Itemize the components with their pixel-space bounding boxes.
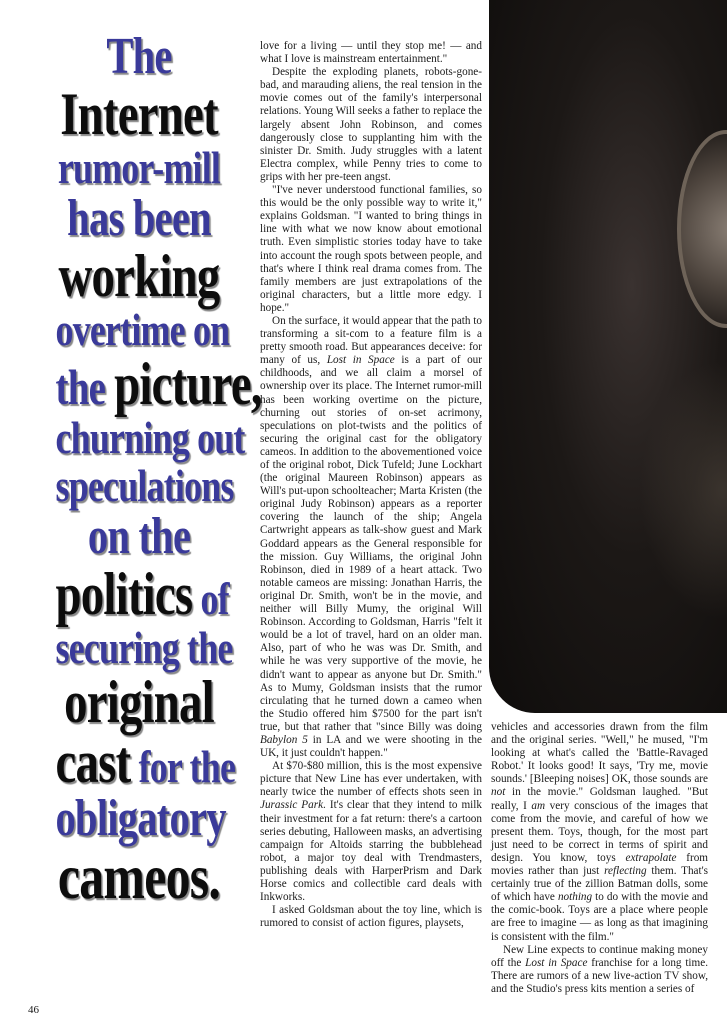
italic-title: not <box>491 786 506 799</box>
pull-quote-word: of <box>192 573 229 624</box>
text-run: New Line expects to continue making money off the <box>491 943 708 969</box>
film-still-photo <box>489 0 727 713</box>
text-run: is a part of our childhoods, and we all claim a morsel of ownership over its place. The Internet rumor-mill has been working overtime on the picture, churning out stories of on-set acrimony, speculations on plot-twists and the politics of securing the original cast for the obligatory cameos. In addition to the abovementioned voice of the original robot, Dick Tufeld; June Lockhart (the original Maureen Robinson) appears as Will's put-upon schoolteacher; Marta Kristen (the original Judy Robinson) appears as a reporter covering the launch of the ship; Angela Cartwright appears as talk-show guest and Mark Goddard appears as the General responsible for the mission. Guy Williams, the original John Robinson, died in 1989 of a heart attack. Two notable cameos are missing: Jonathan Harris, the original Dr. Smith, won't be in the movie, and neither will Billy Mumy, the original Will Robinson. According to Goldsman, Harris "felt it would be a lot of travel, hard on an older man. Also, part of who he was was Dr. Smith, and while he was very supportive of the movie, he didn't want to appear as anyone but Dr. Smith." As to Mumy, Goldsman insists that the rumor circulating that he turned down a cameo when the Studio offered him $7500 for the part isn't true, but that rather that "since Billy was doing <box>260 354 482 733</box>
pull-quote-line <box>55 561 229 627</box>
article-paragraph <box>260 760 482 904</box>
text-run: in the movie." Goldsman laughed. "But really, I <box>491 786 708 812</box>
pull-quote-line <box>55 460 234 511</box>
robot-dome-detail <box>677 130 727 328</box>
pull-quote-word: on the <box>87 508 191 565</box>
pull-quote-word: original <box>64 669 214 735</box>
pull-quote-word: overtime on <box>55 304 230 355</box>
pull-quote-line <box>55 412 245 463</box>
pull-quote-word: working <box>58 243 220 309</box>
pull-quote-line <box>56 669 223 735</box>
pull-quote-line <box>55 622 233 673</box>
text-run: from movies rather than just <box>491 851 708 878</box>
article-paragraph <box>260 66 482 184</box>
article-paragraph <box>260 40 482 66</box>
italic-title: am <box>531 799 546 812</box>
pull-quote-word: politics <box>55 561 193 627</box>
italic-title: Jurassic Park <box>260 799 324 812</box>
article-paragraph <box>260 904 482 930</box>
pull-quote-word: obligatory <box>55 790 226 847</box>
article-paragraph <box>260 315 482 760</box>
article-paragraph <box>491 721 708 944</box>
pull-quote-word: The <box>106 28 172 85</box>
pull-quote-line <box>56 30 223 84</box>
text-run: in LA and we were shooting in the UK, it just couldn't happen." <box>260 733 482 760</box>
italic-title: reflecting <box>604 865 647 878</box>
text-run: to do with the movie and the comic-book. Toys are a place where people are free to imagine — as long as that imagining is consistent with the film." <box>491 891 708 943</box>
italic-title: Babylon 5 <box>260 733 308 746</box>
pull-quote-word: cast <box>55 729 131 795</box>
pull-quote-word: for the <box>130 741 236 792</box>
text-run: very conscious of the images that come from the movie, and careful of how we present them. Toys, though, for the most part just need to be correct in terms of spirit and design. You know, toys <box>491 799 709 864</box>
pull-quote-line <box>56 192 223 246</box>
text-run: "I've never understood functional families, so this would be the only possible way to write it," explains Goldsman. "I wanted to bring things in line with what we now know about emotional truth. Even simplistic stories today have to take into account the rough spots between people, and that's where I think real drama comes from. The family members are just extrapolations of the original characters, but a little more edgy. I hope." <box>260 184 482 314</box>
text-run: love for a living — until they stop me! — and what I love is mainstream entertainment." <box>260 40 482 66</box>
article-column-2 <box>491 721 708 996</box>
page-number: 46 <box>28 1004 39 1016</box>
pull-quote-line <box>55 729 236 795</box>
italic-title: extrapolate <box>625 851 677 864</box>
text-run: I asked Goldsman about the toy line, which is rumored to consist of action figures, playsets, <box>260 904 482 930</box>
pull-quote-line <box>55 351 262 417</box>
article-paragraph <box>491 944 708 996</box>
text-run: Despite the exploding planets, robots-gone-bad, and marauding aliens, the real tension in the movie comes out of the family's interpersonal relations. Young Will seeks a father to replace the largely absent John Robinson, and comes dangerously close to supplanting him with the sinister Dr. Smith. Judy struggles with a latent Electra complex, while Penny tries to come to grips with her pre-teen angst. <box>260 66 482 183</box>
photo-highlight <box>639 360 727 620</box>
text-run: franchise for a long time. There are rumors of a new live-action TV show, and the Studio's press kits mention a series of <box>491 956 709 995</box>
pull-quote-word: securing the <box>55 622 233 673</box>
pull-quote-line <box>56 243 223 309</box>
pull-quote-line <box>56 81 223 147</box>
article-column-1 <box>260 40 482 930</box>
pull-quote-word: speculations <box>55 460 234 511</box>
text-run: them. That's certainly true of the zillion Batman dolls, some of which have <box>491 865 709 904</box>
italic-title: Lost in Space <box>525 956 588 969</box>
article-paragraph <box>260 184 482 315</box>
text-run: On the surface, it would appear that the path to transforming a sit-com to a feature film is a pretty smooth road. But appearances deceive: for many of us, <box>260 314 483 367</box>
text-run: vehicles and accessories drawn from the film and the original series. "Well," he mused, "I'm looking at what's called the 'Battle-Ravaged Robot.' It looks good! It says, 'Try me, movie sounds.' [Bleeping noises] OK, those sounds are <box>491 721 708 786</box>
pull-quote-word: cameos. <box>57 841 221 912</box>
pull-quote <box>32 28 262 912</box>
pull-quote-line <box>55 304 230 355</box>
pull-quote-line <box>56 841 223 912</box>
pull-quote-word: the <box>55 359 115 415</box>
text-run: . It's clear that they intend to milk their investment for a fat return: there's a cartoon series debuting, Halloween masks, an advertising campaign for Altoids starring the bubblehead robot, a major toy deal with Trendmasters, publishing deals with HarperPrism and Dark Horse comics and collectible card deals with Inkworks. <box>260 799 482 904</box>
pull-quote-line <box>55 790 226 847</box>
pull-quote-word: Internet <box>60 81 218 147</box>
pull-quote-word: rumor-mill <box>57 142 221 193</box>
text-run: At $70-$80 million, this is the most expensive picture that New Line has ever undertaken, with nearly twice the number of effects shots seen in <box>260 760 482 799</box>
pull-quote-word: picture, <box>114 351 262 417</box>
pull-quote-line <box>56 510 223 564</box>
pull-quote-line <box>56 144 223 192</box>
pull-quote-word: churning out <box>55 412 245 463</box>
pull-quote-word: has been <box>67 190 211 247</box>
italic-title: Lost in Space <box>326 354 395 367</box>
italic-title: nothing <box>557 891 593 904</box>
